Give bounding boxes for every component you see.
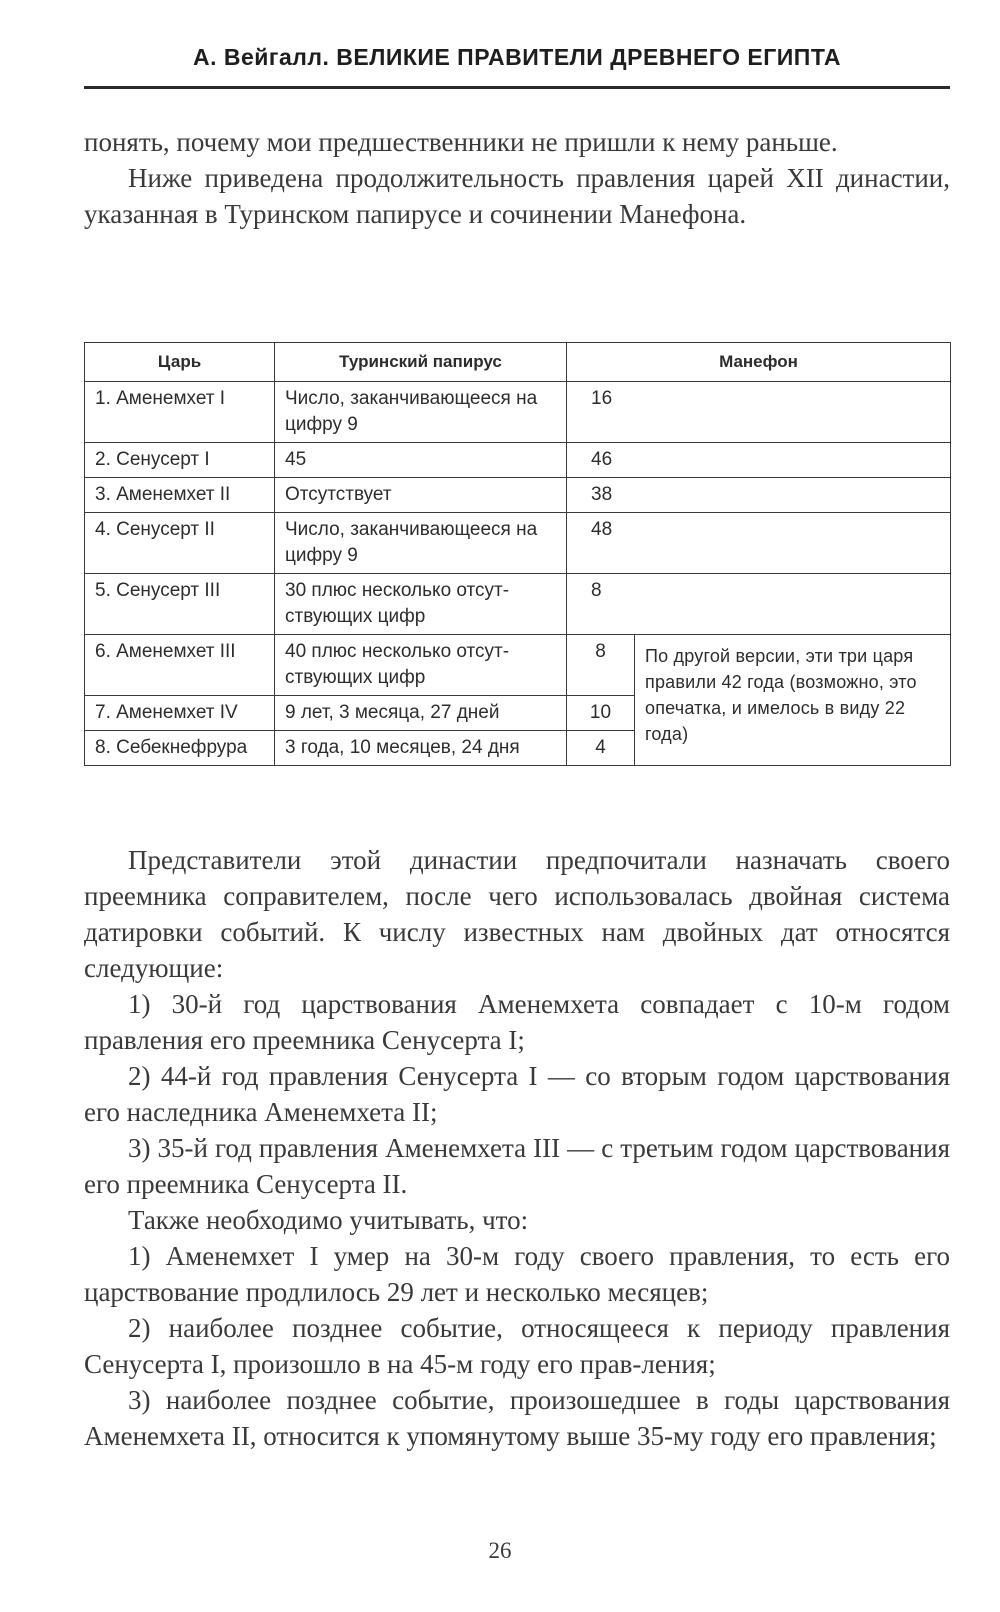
turin-cell: Число, заканчивающееся на цифру 9 [275, 513, 567, 574]
paragraph: Представители этой династии предпочитали назначать своего преемника соправителем, после чего использовалась двойная система датировки событий. К числу известных нам двойных дат относятся следующие: [84, 845, 950, 983]
manetho-cell: 8 [567, 574, 951, 635]
column-header-king: Царь [85, 343, 275, 382]
turin-cell: 45 [275, 443, 567, 478]
table-row [85, 478, 951, 513]
turin-cell: Число, заканчивающееся на цифру 9 [275, 382, 567, 443]
turin-cell: 9 лет, 3 месяца, 27 дней [275, 696, 567, 731]
turin-cell: 3 года, 10 месяцев, 24 дня [275, 731, 567, 766]
king-cell: 2. Сенусерт I [85, 443, 275, 478]
table-row [85, 574, 951, 635]
paragraph: 1) Аменемхет I умер на 30-м году своего правления, то есть его царствование продлилось 29 лет и несколько месяцев; [84, 1241, 950, 1307]
king-cell: 6. Аменемхет III [85, 635, 275, 696]
manetho-cell: 4 [567, 731, 635, 766]
king-cell: 1. Аменемхет I [85, 382, 275, 443]
table-row [85, 635, 951, 696]
running-title: А. Вейгалл. ВЕЛИКИЕ ПРАВИТЕЛИ ДРЕВНЕГО ЕГИПТА [192, 44, 842, 70]
table-row [85, 513, 951, 574]
manetho-cell: 46 [567, 443, 951, 478]
paragraph: 2) 44-й год правления Сенусерта I — со вторым годом царствования его наследника Аменемхета II; [84, 1061, 950, 1127]
paragraph: 1) 30-й год царствования Аменемхета совпадает с 10-м годом правления его преемника Сенусерта I; [84, 989, 950, 1055]
paragraph: 3) 35-й год правления Аменемхета III — с третьим годом царствования его преемника Сенусерта II. [84, 1133, 950, 1199]
manetho-cell: 10 [567, 696, 635, 731]
reign-durations-table [84, 342, 951, 766]
paragraph: 3) наиболее позднее событие, произошедшее в годы царствования Аменемхета II, относится к упомянутому выше 35-му году его правления; [84, 1385, 950, 1451]
king-cell: 4. Сенусерт II [85, 513, 275, 574]
manetho-cell: 16 [567, 382, 951, 443]
turin-cell: Отсутствует [275, 478, 567, 513]
turin-cell: 40 плюс несколько отсут-ствующих цифр [275, 635, 567, 696]
manetho-note-cell: По другой версии, эти три царя правили 42 года (возможно, это опечатка, и имелось в виду 22 года) [635, 635, 951, 766]
page-number: 26 [488, 1538, 512, 1563]
king-cell: 7. Аменемхет IV [85, 696, 275, 731]
turin-cell: 30 плюс несколько отсут-ствующих цифр [275, 574, 567, 635]
manetho-cell: 48 [567, 513, 951, 574]
column-header-turin-papyrus: Туринский папирус [275, 343, 567, 382]
king-cell: 5. Сенусерт III [85, 574, 275, 635]
intro-text [84, 124, 950, 232]
manetho-cell: 38 [567, 478, 951, 513]
header-rule [84, 86, 950, 89]
manetho-cell: 8 [567, 635, 635, 696]
king-cell: 8. Себекнефрура [85, 731, 275, 766]
paragraph: Также необходимо учитывать, что: [128, 1205, 529, 1235]
column-header-manetho: Манефон [567, 343, 951, 382]
paragraph: 2) наиболее позднее событие, относящееся к периоду правления Сенусерта I, произошло в на 45-м году его прав-ления; [84, 1313, 950, 1379]
table-header-row [85, 343, 951, 382]
table-row [85, 382, 951, 443]
table-row [85, 443, 951, 478]
main-text [84, 842, 950, 1454]
king-cell: 3. Аменемхет II [85, 478, 275, 513]
paragraph: Ниже приведена продолжительность правления царей XII династии, указанная в Туринском папирусе и сочинении Манефона. [84, 163, 950, 229]
paragraph: понять, почему мои предшественники не пришли к нему раньше. [84, 127, 838, 157]
